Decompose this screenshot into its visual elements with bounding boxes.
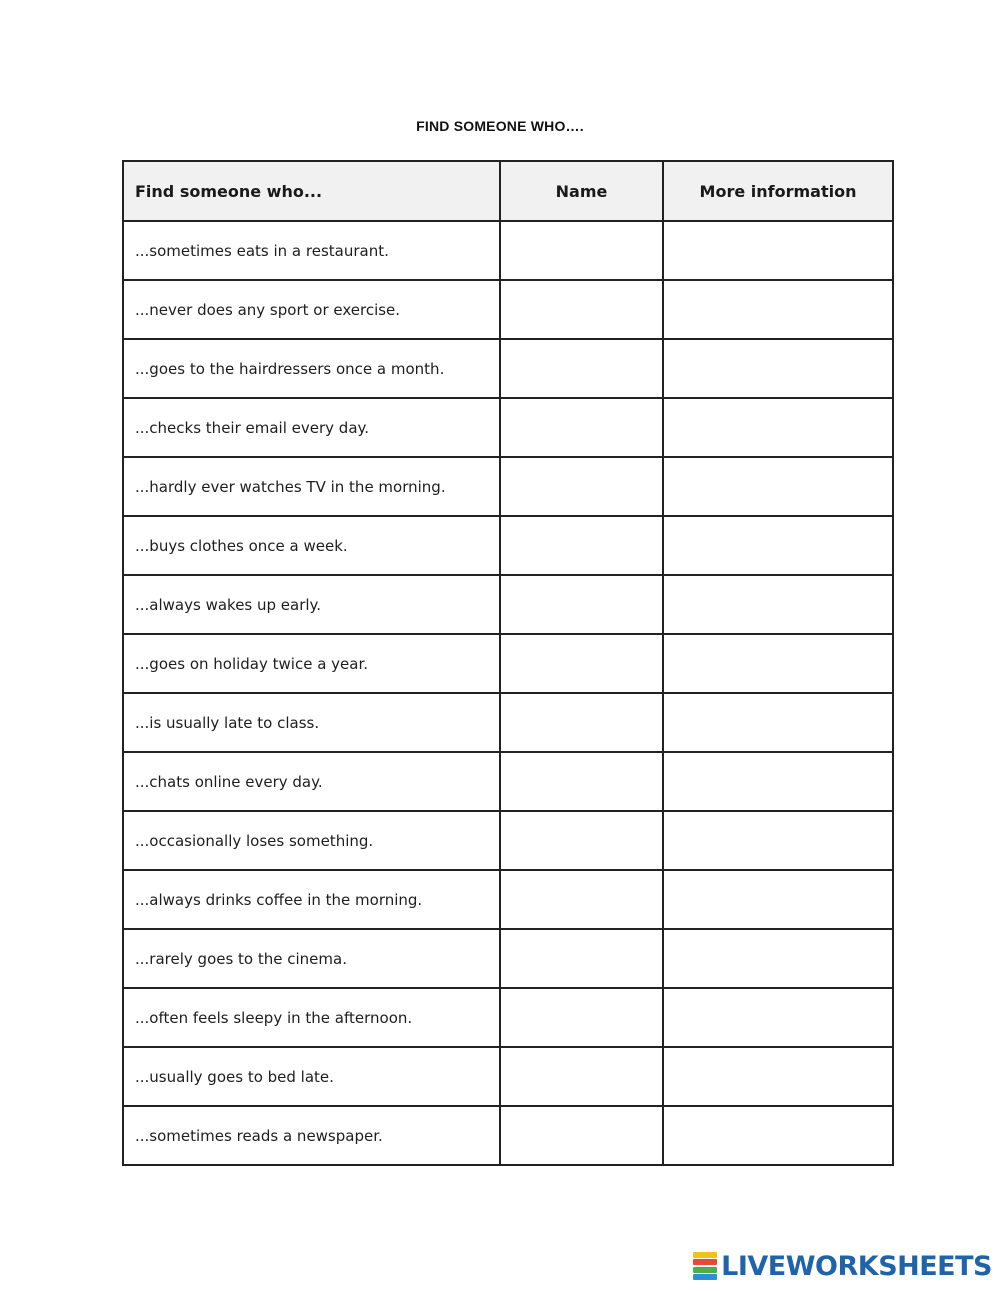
more-information-cell[interactable] [663, 811, 893, 870]
prompt-cell: ...goes on holiday twice a year. [123, 634, 500, 693]
prompt-cell: ...usually goes to bed late. [123, 1047, 500, 1106]
more-information-cell[interactable] [663, 1106, 893, 1165]
page-title: FIND SOMEONE WHO…. [416, 118, 584, 134]
header-prompt: Find someone who... [123, 161, 500, 221]
table-row [123, 634, 893, 693]
prompt-cell: ...rarely goes to the cinema. [123, 929, 500, 988]
more-information-cell[interactable] [663, 516, 893, 575]
table-row [123, 221, 893, 280]
name-cell[interactable] [500, 398, 663, 457]
more-information-cell[interactable] [663, 398, 893, 457]
logo-bar-blue [693, 1274, 717, 1280]
table-row [123, 339, 893, 398]
liveworksheets-logo-icon [693, 1252, 717, 1280]
table-row [123, 929, 893, 988]
prompt-cell: ...hardly ever watches TV in the morning. [123, 457, 500, 516]
more-information-cell[interactable] [663, 929, 893, 988]
more-information-cell[interactable] [663, 280, 893, 339]
logo-bar-red [693, 1259, 717, 1265]
table-row [123, 811, 893, 870]
more-information-cell[interactable] [663, 457, 893, 516]
name-cell[interactable] [500, 929, 663, 988]
table-row [123, 693, 893, 752]
liveworksheets-branding [693, 1249, 992, 1283]
prompt-cell: ...never does any sport or exercise. [123, 280, 500, 339]
header-name: Name [500, 161, 663, 221]
table-row [123, 870, 893, 929]
name-cell[interactable] [500, 988, 663, 1047]
prompt-cell: ...often feels sleepy in the afternoon. [123, 988, 500, 1047]
brand-name: LIVEWORKSHEETS [721, 1250, 992, 1282]
prompt-cell: ...occasionally loses something. [123, 811, 500, 870]
table-header-row [123, 161, 893, 221]
logo-bar-green [693, 1267, 717, 1273]
name-cell[interactable] [500, 457, 663, 516]
prompt-cell: ...sometimes reads a newspaper. [123, 1106, 500, 1165]
table-row [123, 988, 893, 1047]
table-row [123, 1106, 893, 1165]
name-cell[interactable] [500, 1047, 663, 1106]
logo-bar-yellow [693, 1252, 717, 1258]
prompt-cell: ...is usually late to class. [123, 693, 500, 752]
more-information-cell[interactable] [663, 221, 893, 280]
more-information-cell[interactable] [663, 988, 893, 1047]
table-row [123, 1047, 893, 1106]
table-row [123, 575, 893, 634]
name-cell[interactable] [500, 221, 663, 280]
more-information-cell[interactable] [663, 634, 893, 693]
name-cell[interactable] [500, 516, 663, 575]
table-row [123, 457, 893, 516]
name-cell[interactable] [500, 693, 663, 752]
prompt-cell: ...always wakes up early. [123, 575, 500, 634]
prompt-cell: ...always drinks coffee in the morning. [123, 870, 500, 929]
name-cell[interactable] [500, 339, 663, 398]
name-cell[interactable] [500, 634, 663, 693]
prompt-cell: ...chats online every day. [123, 752, 500, 811]
prompt-cell: ...checks their email every day. [123, 398, 500, 457]
more-information-cell[interactable] [663, 693, 893, 752]
header-more-information: More information [663, 161, 893, 221]
table-row [123, 398, 893, 457]
name-cell[interactable] [500, 575, 663, 634]
name-cell[interactable] [500, 1106, 663, 1165]
name-cell[interactable] [500, 280, 663, 339]
prompt-cell: ...goes to the hairdressers once a month. [123, 339, 500, 398]
name-cell[interactable] [500, 811, 663, 870]
more-information-cell[interactable] [663, 339, 893, 398]
name-cell[interactable] [500, 870, 663, 929]
table-row [123, 752, 893, 811]
more-information-cell[interactable] [663, 870, 893, 929]
prompt-cell: ...sometimes eats in a restaurant. [123, 221, 500, 280]
table-row [123, 516, 893, 575]
more-information-cell[interactable] [663, 575, 893, 634]
name-cell[interactable] [500, 752, 663, 811]
prompt-cell: ...buys clothes once a week. [123, 516, 500, 575]
more-information-cell[interactable] [663, 752, 893, 811]
find-someone-who-table [122, 160, 894, 1166]
more-information-cell[interactable] [663, 1047, 893, 1106]
table-row [123, 280, 893, 339]
